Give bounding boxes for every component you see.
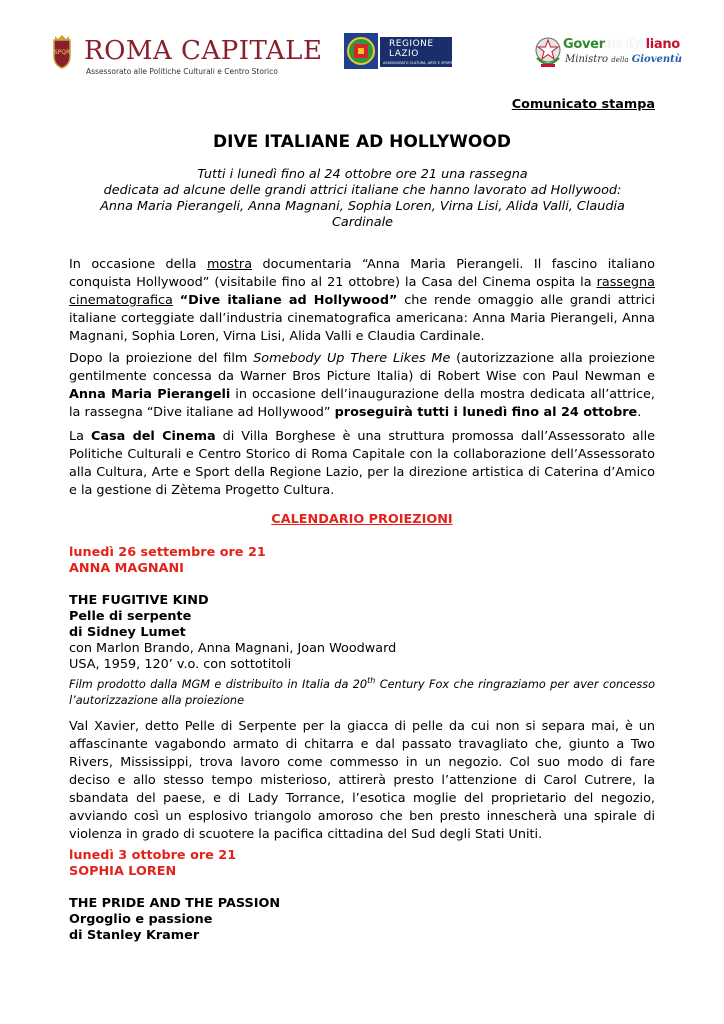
gov-title-part3: liano — [645, 37, 680, 52]
press-release-label: Comunicato stampa — [511, 97, 655, 112]
roma-crest-icon — [48, 34, 76, 70]
p1-space — [173, 293, 180, 308]
subtitle — [70, 167, 655, 231]
svg-text:SPQR: SPQR — [53, 49, 71, 56]
intro-paragraph — [69, 256, 655, 346]
note-text-a: Film prodotto dalla MGM e distribuito in Italia da 20 — [69, 677, 368, 691]
p1-festival-name: “Dive italiane ad Hollywood” — [179, 293, 398, 308]
screening-1-director: di Sidney Lumet — [69, 625, 186, 640]
note-text-b: Century Fox che ringraziamo per aver concesso l’autorizzazione alla proiezione — [69, 677, 656, 707]
subtitle-line1: Tutti i lunedì fino al 24 ottobre ore 21 una rassegna — [197, 167, 528, 182]
p2-text-e: in occasione dell’inaugurazione della mostra dedicata all’attrice, la rassegna “Dive italiane ad Hollywood” — [69, 387, 655, 420]
p1-rassegna: rassegna cinematografica — [69, 275, 655, 308]
gov-sub-part3: Gioventù — [631, 54, 683, 65]
gov-title-part1: Gover — [563, 37, 605, 52]
p2-period: . — [637, 405, 642, 420]
p3-venue: Casa del Cinema — [90, 429, 216, 444]
p2-text-a: Dopo la proiezione del film — [69, 351, 254, 366]
p2-film-title: Somebody Up There Likes Me — [253, 351, 451, 366]
screening-1-details — [69, 593, 655, 709]
governo-italiano-logo — [533, 34, 683, 76]
roma-capitale-name: ROMA CAPITALE — [84, 36, 323, 66]
gov-sub-part1: Ministro — [565, 54, 609, 65]
screening-1-cast: con Marlon Brando, Anna Magnani, Joan Woodward — [69, 641, 397, 656]
p2-text-c: (autorizzazione alla proiezione gentilmente concessa da Warner Bros Picture Italia) di Robert Wise con Paul Newman e — [69, 351, 656, 384]
regione-lazio-logo — [342, 31, 454, 71]
screening-2-actress: SOPHIA LOREN — [69, 864, 177, 879]
screening-1-title-en: THE FUGITIVE KIND — [69, 593, 209, 608]
screening-2-details — [69, 896, 655, 944]
italian-republic-emblem-icon — [533, 34, 563, 70]
lazio-line2: LAZIO — [389, 49, 419, 59]
note-superscript: th — [367, 676, 376, 685]
ministro-gioventu-label — [565, 54, 682, 65]
p1-mostra: mostra — [206, 257, 253, 272]
screening-2-date: lunedì 3 ottobre ore 21 — [69, 848, 237, 863]
screening-1-header — [69, 545, 655, 577]
gov-sub-part2: della — [611, 56, 629, 64]
roma-capitale-logo — [48, 32, 323, 78]
screening-1-actress: ANNA MAGNANI — [69, 561, 184, 576]
screening-1-note — [69, 673, 655, 709]
screening-1-date: lunedì 26 settembre ore 21 — [69, 545, 266, 560]
p3-text-c: di Villa Borghese è una struttura promossa dall’Assessorato alle Politiche Culturali e Centro Storico di Roma Capitale con la collaborazione dell’Assessorato alla Cultura, Arte e Sport della Regione Lazio, per la direzione artistica di Caterina d’Amico e la gestione di Zètema Progetto Cultura. — [69, 429, 655, 498]
p1-text-c: documentaria “Anna Maria Pierangeli. Il fascino italiano conquista Hollywood” (visitabile fino al 21 ottobre) la Casa del Cinema ospita la — [69, 257, 655, 290]
gov-title-part2: no Ita — [604, 37, 646, 52]
p1-text-g: che rende omaggio alle grandi attrici italiane corteggiate dall’industria cinematografica americana: Anna Maria Pierangeli, Anna Magnani, Sophia Loren, Virna Lisi, Alida Valli e Claudia Cardinale. — [69, 293, 656, 344]
screening-2-title-en: THE PRIDE AND THE PASSION — [69, 896, 281, 911]
lazio-line1: REGIONE — [389, 39, 434, 49]
casa-del-cinema-paragraph — [69, 428, 655, 500]
lazio-line3: ASSESSORATO CULTURA, ARTE E SPORT — [383, 61, 453, 65]
screening-paragraph — [69, 350, 655, 422]
roma-capitale-subtitle: Assessorato alle Politiche Culturali e Centro Storico — [86, 67, 278, 76]
screening-2-header — [69, 848, 655, 880]
p2-schedule: proseguirà tutti i lunedì fino al 24 ottobre — [334, 405, 638, 420]
subtitle-line2: dedicata ad alcune delle grandi attrici italiane che hanno lavorato ad Hollywood: — [103, 183, 622, 198]
subtitle-line3: Anna Maria Pierangeli, Anna Magnani, Sophia Loren, Virna Lisi, Alida Valli, Claudia Cardinale — [100, 199, 625, 230]
calendar-heading: CALENDARIO PROIEZIONI — [271, 512, 453, 527]
p2-actress: Anna Maria Pierangeli — [69, 387, 231, 402]
screening-1-info: USA, 1959, 120’ v.o. con sottotitoli — [69, 657, 292, 672]
screening-2-title-it: Orgoglio e passione — [69, 912, 213, 927]
p3-text-a: La — [69, 429, 91, 444]
p1-text-a: In occasione della — [69, 257, 207, 272]
screening-1-synopsis: Val Xavier, detto Pelle di Serpente per la giacca di pelle da cui non si separa mai, è un affascinante vagabondo armato di chitarra e dal passato travagliato che, giunto a Two Rivers, Mississippi, trova lavoro come commesso in un negozio. Col suo modo di fare deciso e allo stesso tempo misterioso, attirerà presto l’attenzione di Carol Cutrere, la sbandata del paese, e di Lady Torrance, l’esotica moglie del proprietario del negozio, avviando così un esplosivo triangolo amoroso che ben presto innescherà una spirale di violenza in grado di scuotere la pacifica cittadina del Sud degli Stati Uniti. — [69, 719, 655, 842]
screening-1-title-it: Pelle di serpente — [69, 609, 192, 624]
governo-italiano-title — [563, 37, 680, 52]
page-title: DIVE ITALIANE AD HOLLYWOOD — [213, 132, 511, 152]
screening-2-director: di Stanley Kramer — [69, 928, 200, 943]
